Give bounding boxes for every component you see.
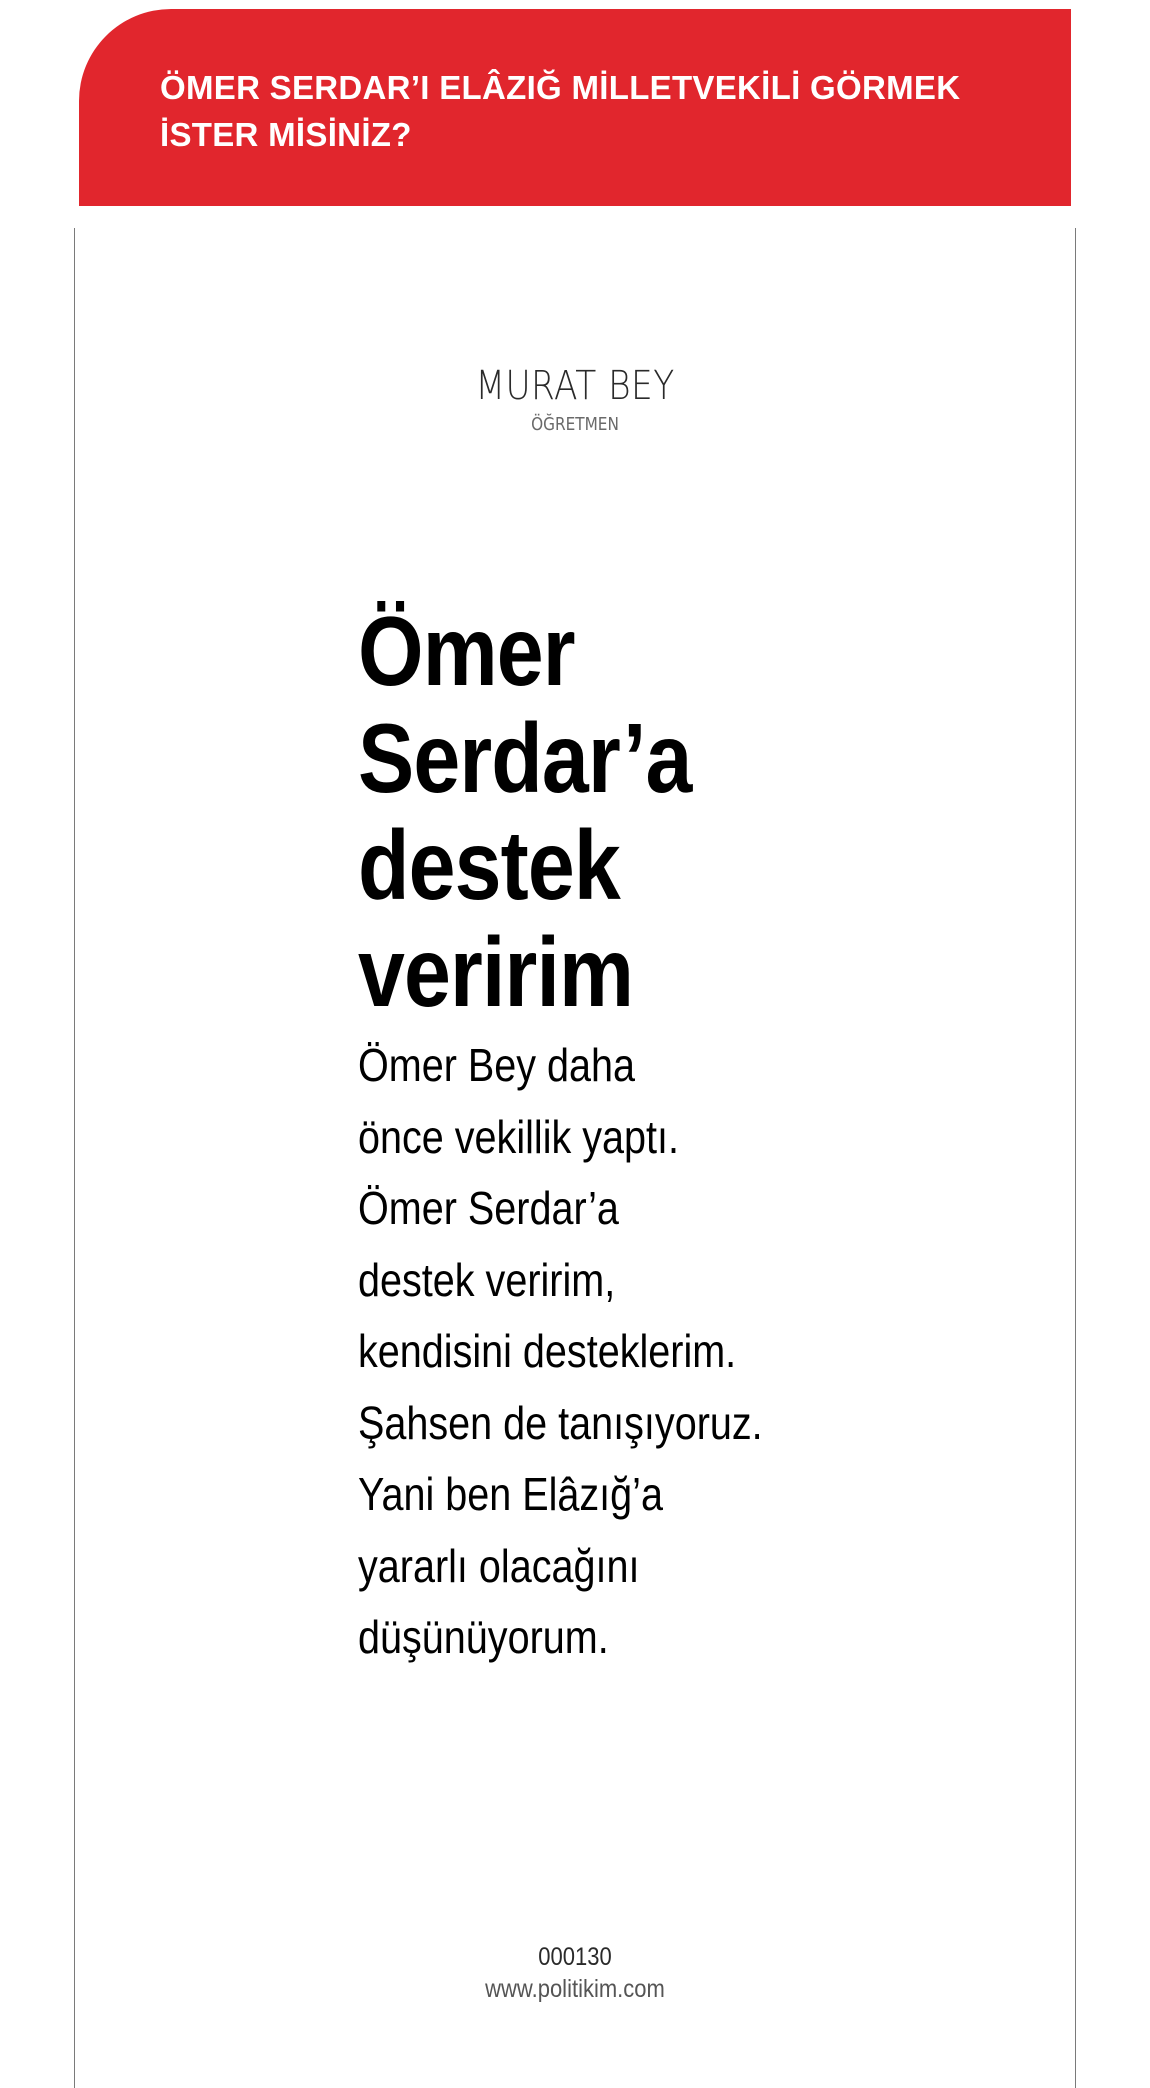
entry-number: 000130	[538, 1943, 612, 1971]
website-link[interactable]: www.politikim.com	[485, 1975, 665, 2003]
quote-line: Ömer Bey daha	[358, 1039, 636, 1091]
quote-line: önce vekillik yaptı.	[358, 1110, 680, 1163]
respondent	[0, 362, 1150, 436]
headline-line: Ömer	[358, 596, 575, 706]
answer-headline	[358, 598, 805, 1026]
quote-line: kendisini desteklerim.	[358, 1325, 737, 1377]
respondent-name: MURAT BEY	[475, 363, 675, 409]
question-banner	[79, 9, 1071, 206]
quote-line: Yani ben Elâzığ’a	[358, 1468, 663, 1520]
quote-line: Ömer Serdar’a	[358, 1182, 619, 1234]
respondent-occupation: ÖĞRETMEN	[531, 414, 619, 435]
headline-line: destek	[358, 810, 620, 920]
headline-line: Serdar’a	[358, 703, 692, 813]
quote-line: yararlı olacağını	[358, 1539, 640, 1592]
quote-line: destek veririm,	[358, 1253, 616, 1306]
quote-line: düşünüyorum.	[358, 1611, 609, 1663]
page-footer	[0, 1941, 1150, 2005]
quote-line: Şahsen de tanışıyoruz.	[358, 1396, 763, 1449]
answer-quote	[358, 1030, 840, 1674]
headline-line: veririm	[358, 917, 634, 1027]
banner-question-line-1: ÖMER SERDAR’I ELÂZIĞ MİLLETVEKİLİ GÖRMEK	[160, 69, 961, 106]
banner-question	[160, 64, 1031, 158]
banner-question-line-2: İSTER MİSİNİZ?	[160, 116, 412, 153]
